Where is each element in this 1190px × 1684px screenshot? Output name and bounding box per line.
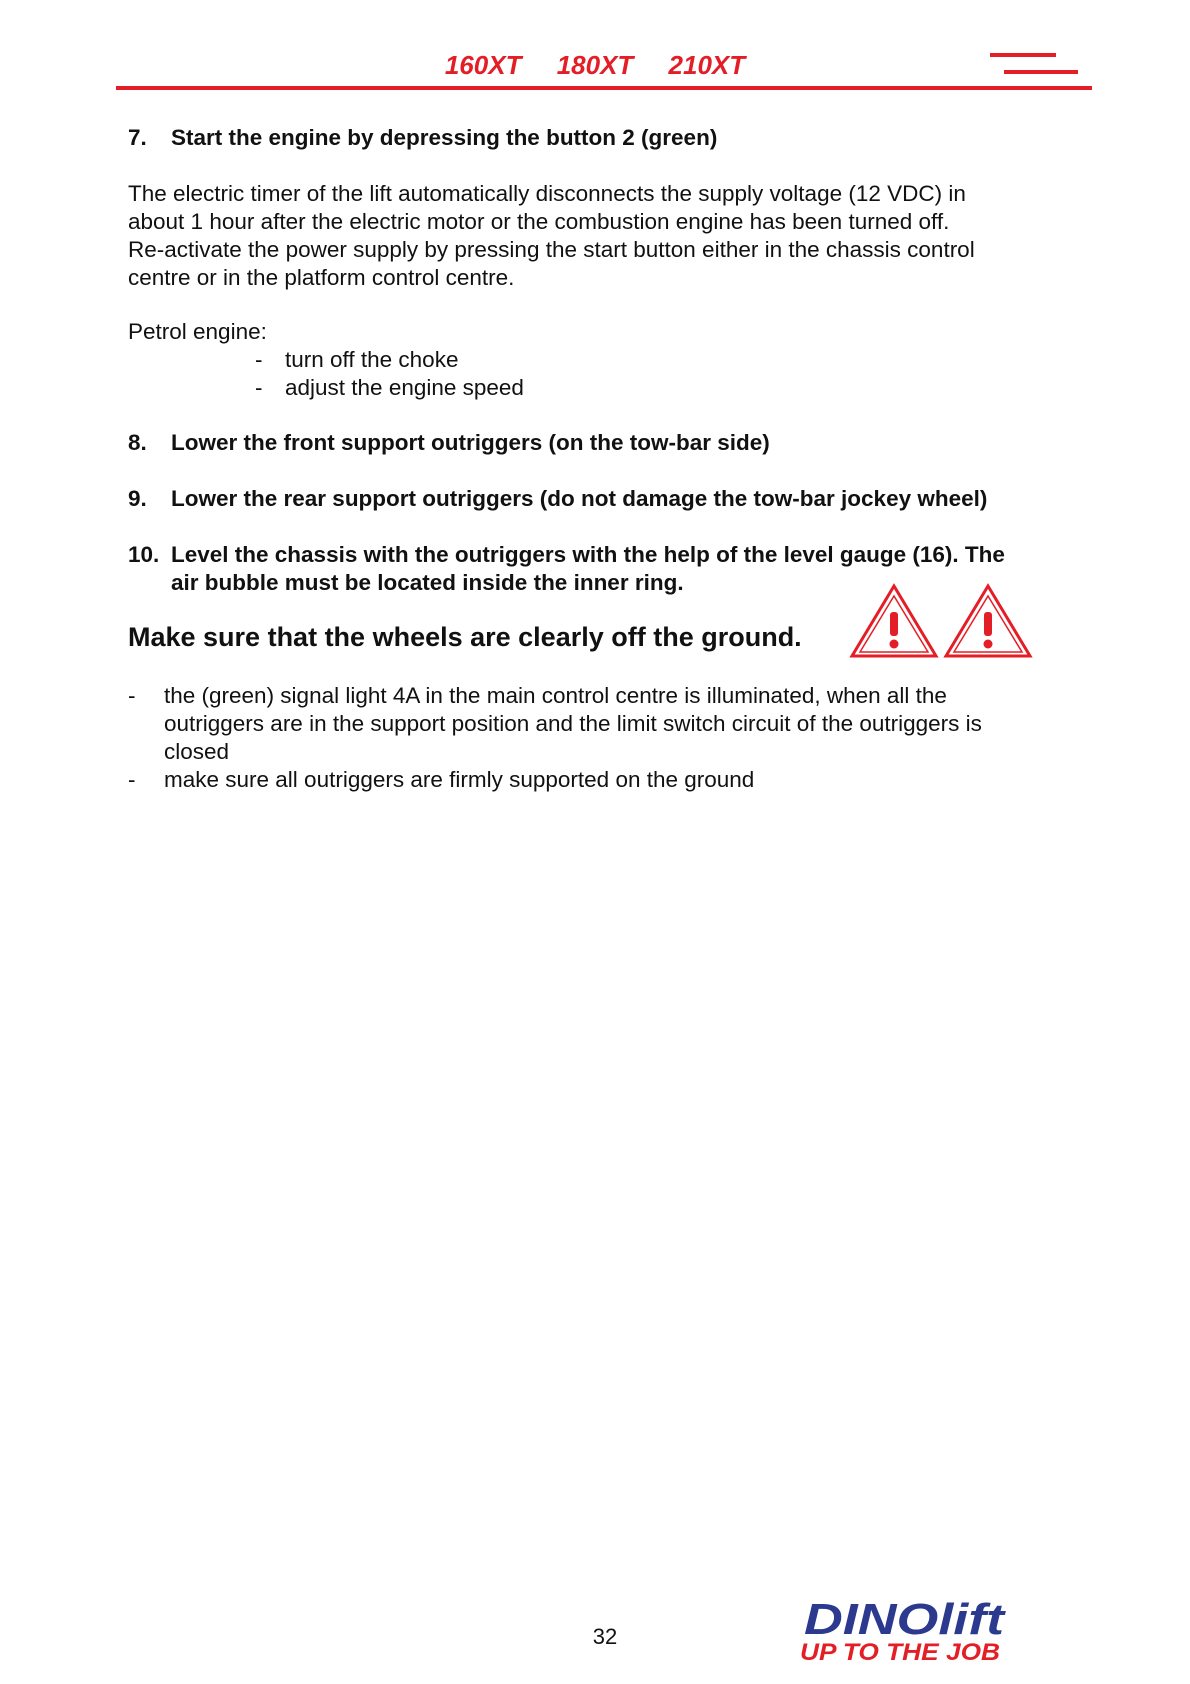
petrol-label: Petrol engine: <box>128 319 267 344</box>
warning-triangle-icon <box>942 582 1034 660</box>
step-number: 7. <box>128 125 147 150</box>
check-item-text <box>164 682 1088 766</box>
check-line: outriggers are in the support position and the limit switch circuit of the outriggers is <box>164 711 982 736</box>
paragraph-line: centre or in the platform control centre. <box>128 265 515 290</box>
header-model-160xt: 160XT <box>444 50 522 80</box>
step-7 <box>128 124 1088 152</box>
dinolift-logo <box>800 1596 1010 1666</box>
header-model-210xt: 210XT <box>668 50 746 80</box>
check-item <box>128 682 1088 766</box>
step-number: 9. <box>128 486 147 511</box>
logo-tagline: UP TO THE JOB <box>800 1639 1000 1666</box>
petrol-item <box>255 374 524 402</box>
step-line: Level the chassis with the outriggers with the help of the level gauge (16). The <box>171 542 1005 567</box>
step-title: Lower the rear support outriggers (do not damage the tow-bar jockey wheel) <box>171 486 988 511</box>
header-model-180xt: 180XT <box>556 50 634 80</box>
step-title: Start the engine by depressing the button 2 (green) <box>171 125 718 150</box>
warning-triangle-icon <box>848 582 940 660</box>
petrol-item-text: turn off the choke <box>285 347 459 372</box>
step-number: 10. <box>128 542 160 567</box>
step-number: 8. <box>128 430 147 455</box>
paragraph-line: Re-activate the power supply by pressing the start button either in the chassis control <box>128 237 975 262</box>
paragraph-line: The electric timer of the lift automatically disconnects the supply voltage (12 VDC) in <box>128 181 966 206</box>
page-number: 32 <box>592 1624 618 1649</box>
list-dash: - <box>128 767 136 792</box>
header-accent-stripe <box>1004 70 1078 74</box>
header-rule <box>116 86 1092 90</box>
check-line: the (green) signal light 4A in the main control centre is illuminated, when all the <box>164 683 947 708</box>
step-9 <box>128 485 1088 513</box>
step-title: Lower the front support outriggers (on the tow-bar side) <box>171 430 770 455</box>
petrol-item-text: adjust the engine speed <box>285 375 524 400</box>
check-line: make sure all outriggers are firmly supported on the ground <box>164 767 755 792</box>
warning-text: Make sure that the wheels are clearly off the ground. <box>128 622 802 652</box>
step-line: air bubble must be located inside the inner ring. <box>171 570 684 595</box>
list-dash: - <box>255 347 263 372</box>
check-item <box>128 766 1088 794</box>
header-accent-stripe <box>990 53 1056 57</box>
timer-paragraph <box>128 180 1090 292</box>
petrol-item <box>255 346 458 374</box>
check-line: closed <box>164 739 230 764</box>
paragraph-line: about 1 hour after the electric motor or the combustion engine has been turned off. <box>128 209 950 234</box>
step-8 <box>128 429 1088 457</box>
list-dash: - <box>128 683 136 708</box>
logo-wordmark: DINOlift <box>804 1596 1007 1644</box>
list-dash: - <box>255 375 263 400</box>
